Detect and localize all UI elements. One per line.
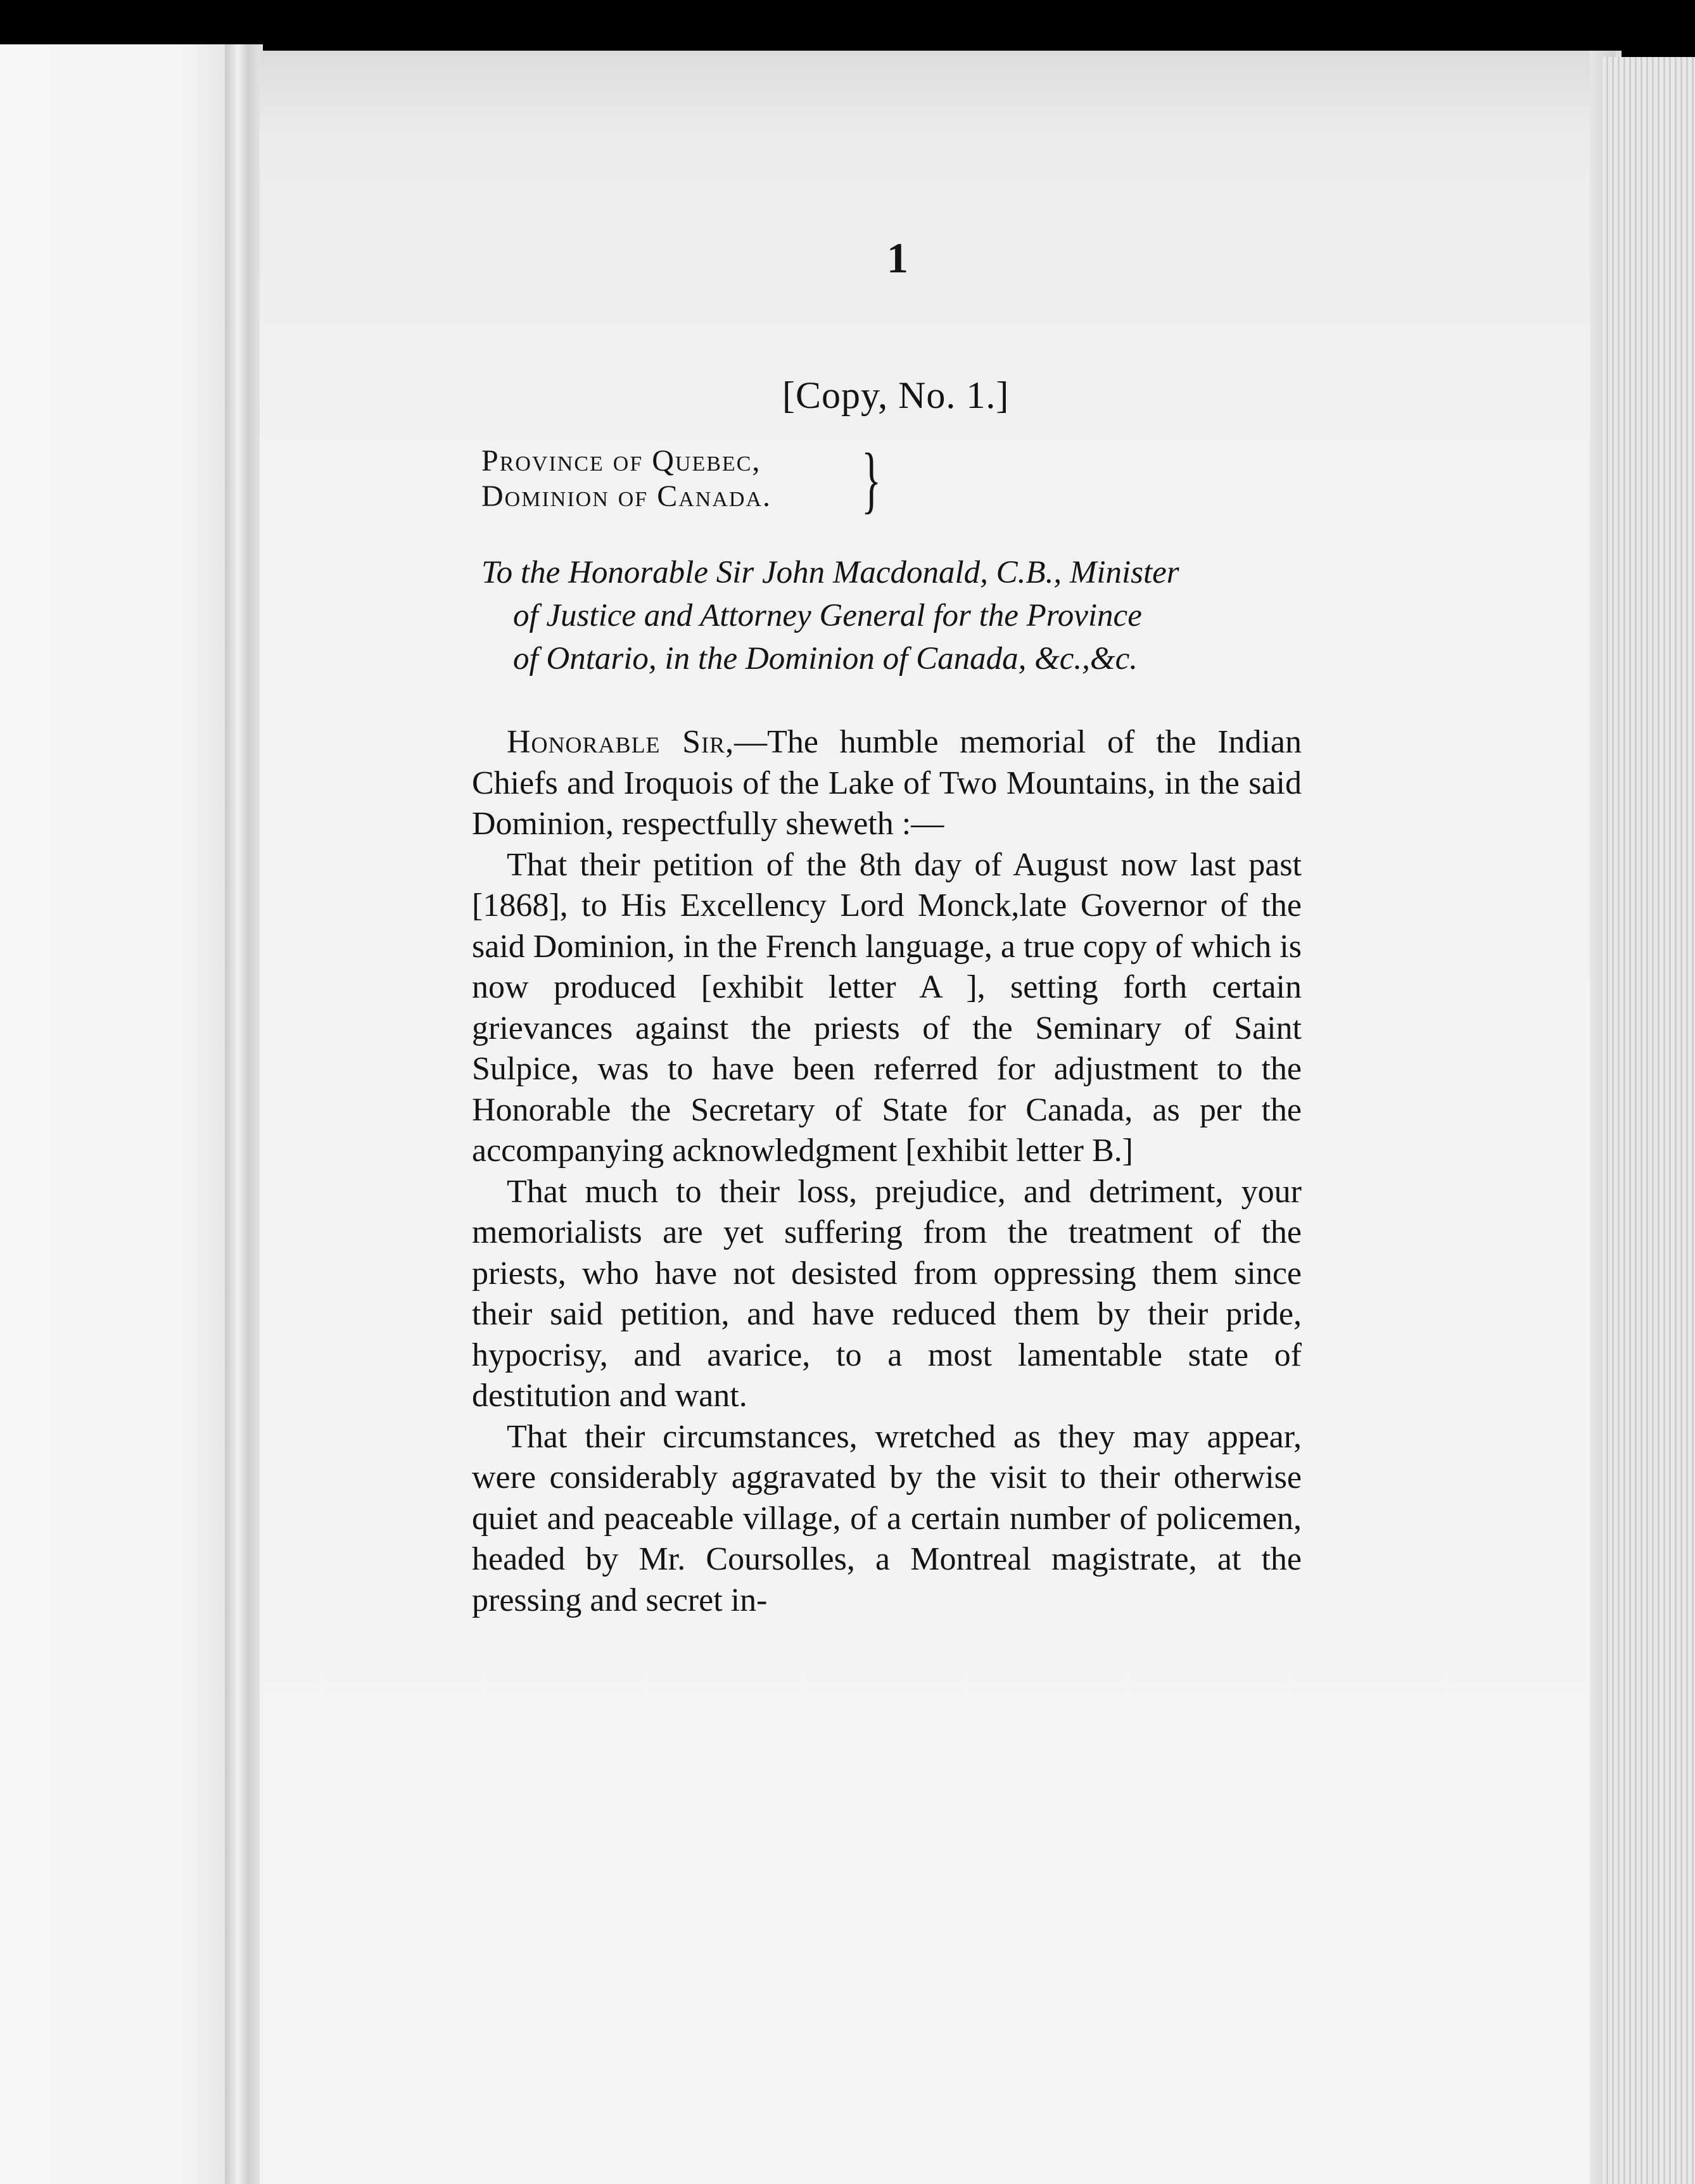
paragraph: That much to their loss, prejudice, and detriment, your memorialists are yet suffering from the treatment of the priests, who have not desisted from oppressing them since their said petition, and have reduced them by their pride, hypocrisy, and avarice, to a most lamentable state of destitution and want. [472,1173,1302,1414]
brace-glyph: } [861,438,882,521]
copy-label: [Copy, No. 1.] [782,374,1010,416]
paragraph-salutation [472,722,1302,845]
book-gutter [225,44,263,2184]
memorial-body [472,722,1302,1621]
paragraph: That their petition of the 8th day of August now last past [1868], to His Excellency Lord Monck,late Governor of the said Dominion, in the French language, a true copy of which is now produced [exhibit letter A ], setting forth certain grievances against the priests of the Seminary of Saint Sulpice, was to have been referred for adjustment to the Honorable the Secretary of State for Canada, as per the accompanying acknowledgment [exhibit letter B.] [472,846,1302,1169]
scan-border [0,0,1695,51]
paragraph: That their circumstances, wretched as they may appear, were considerably aggravated by the visit to their otherwise quiet and peaceable village, of a certain number of policemen, headed by Mr. Coursolles, a Montreal magistrate, at the pressing and secret in- [472,1418,1302,1618]
jurisdiction-province: Province of Quebec, [481,444,761,478]
page-stack-edges [1603,57,1695,2184]
addressee-line-3: of Ontario, in the Dominion of Canada, &c.,&c. [513,641,1138,676]
addressee-line-1: To the Honorable Sir John Macdonald, C.B., Minister [481,555,1179,590]
jurisdiction-dominion: Dominion of Canada. [481,479,772,513]
paragraph-text: —The humble memorial of the Indian Chiefs and Iroquois of the Lake of Two Mountains, in the said Dominion, respectfully sheweth :— [472,724,1302,842]
page-number: 1 [887,234,908,282]
facing-page [0,44,228,2184]
jurisdiction-block [481,443,771,514]
salutation: Honorable Sir, [507,724,735,760]
addressee-line-2: of Justice and Attorney General for the Province [513,598,1142,633]
addressee-block [481,551,1311,680]
